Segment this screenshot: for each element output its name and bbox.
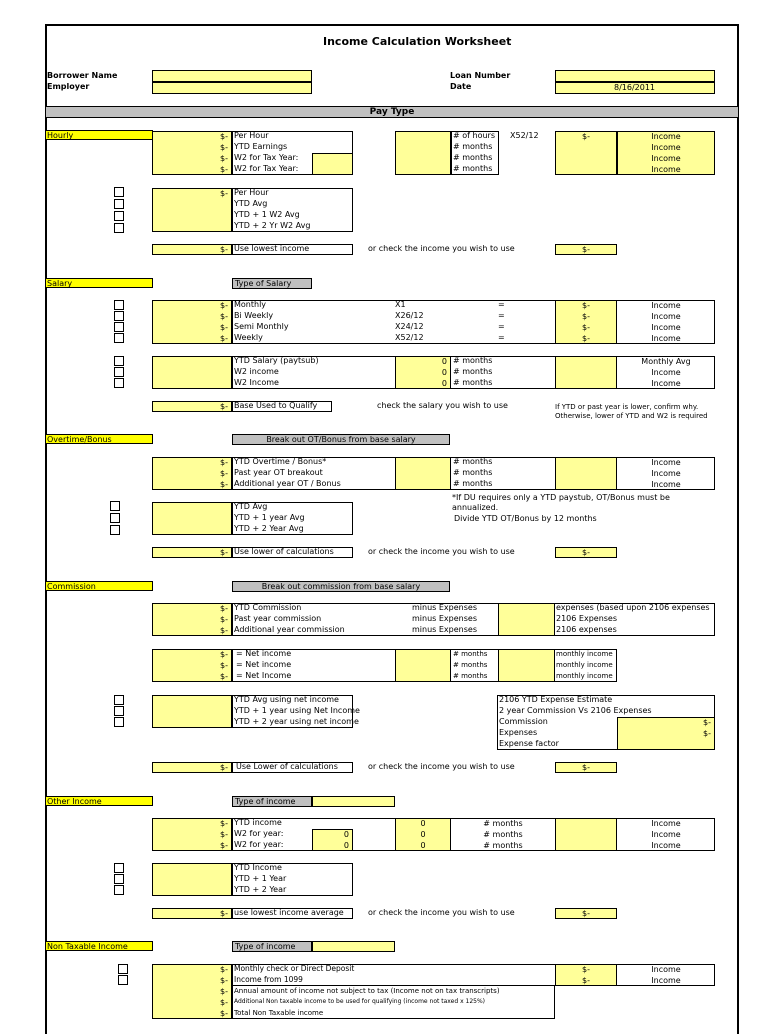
multiplier-x52-12: X52/12 xyxy=(510,131,539,140)
dollar-cell: $- xyxy=(220,661,228,670)
monthly-income-label: monthly income xyxy=(556,661,613,669)
monthly-income-label: monthly income xyxy=(556,672,613,680)
label-income-1099: Income from 1099 xyxy=(234,975,303,984)
employer-field[interactable] xyxy=(152,82,312,94)
checkbox[interactable] xyxy=(114,874,124,884)
dollar-cell: $- xyxy=(220,402,228,411)
income-label: Income xyxy=(651,480,681,489)
minus-expenses: minus Expenses xyxy=(412,625,477,634)
label-semi-monthly: Semi Monthly xyxy=(234,322,289,331)
salary-avg-fields[interactable] xyxy=(555,356,617,389)
dollar-cell: $- xyxy=(220,323,228,332)
label-months: # months xyxy=(453,672,488,680)
dollar-cell: $- xyxy=(220,626,228,635)
checkbox[interactable] xyxy=(114,863,124,873)
label-bi-weekly: Bi Weekly xyxy=(234,311,274,320)
label-monthly-check: Monthly check or Direct Deposit xyxy=(234,964,355,973)
dollar-cell: $- xyxy=(220,189,228,198)
dollar-cell: $- xyxy=(220,154,228,163)
base-used-label: Base Used to Qualify xyxy=(234,401,318,410)
commission-header: Commission xyxy=(45,581,153,591)
equals: = xyxy=(498,322,505,331)
expense-label-3: 2106 expenses xyxy=(556,625,617,634)
dollar-cell: $- xyxy=(220,334,228,343)
label-w2-for-year: W2 for year: xyxy=(234,840,284,849)
dollar-cell: $- xyxy=(220,469,228,478)
zero-value: 0 xyxy=(420,841,426,850)
dollar-cell: $- xyxy=(220,143,228,152)
use-lowest-label: use lowest income average xyxy=(234,908,344,917)
checkbox[interactable] xyxy=(114,706,124,716)
salary-note-1: If YTD or past year is lower, confirm why. xyxy=(555,403,699,411)
dollar-cell: $- xyxy=(220,480,228,489)
label-ytd-avg: YTD Avg xyxy=(234,502,268,511)
label-past-year-commission: Past year commission xyxy=(234,614,322,623)
dollar-cell: $- xyxy=(220,132,228,141)
label-monthly: Monthly xyxy=(234,300,267,309)
zero-value: 0 xyxy=(343,841,349,850)
label-per-hour: Per Hour xyxy=(234,131,269,140)
non-taxable-type-field[interactable] xyxy=(312,941,395,952)
income-label: Income xyxy=(651,334,681,343)
dollar-cell: $- xyxy=(220,763,228,772)
label-2-year-vs-2106: 2 year Commission Vs 2106 Expenses xyxy=(499,706,652,715)
label-months: # months xyxy=(453,457,493,466)
hours-months-fields[interactable] xyxy=(395,131,451,175)
pay-type-label: Pay Type xyxy=(369,107,415,117)
label-ytd-2-year-avg: YTD + 2 Year Avg xyxy=(234,524,304,533)
label-months: # months xyxy=(483,841,523,850)
ot-breakout-label: Break out OT/Bonus from base salary xyxy=(232,434,450,445)
dollar-cell: $- xyxy=(582,763,590,772)
checkbox[interactable] xyxy=(114,356,124,366)
label-additional-non-taxable: Additional Non taxable income to be used for qualifying (income not taxed x 125%) xyxy=(234,998,486,1005)
label-months: # months xyxy=(453,367,493,376)
use-lower-label: Use Lower of calculations xyxy=(236,762,338,771)
dollar-cell: $- xyxy=(220,548,228,557)
checkbox[interactable] xyxy=(114,367,124,377)
use-lowest-label: Use lowest income xyxy=(234,244,310,253)
dollar-cell: $- xyxy=(220,615,228,624)
label-hours: # of hours xyxy=(453,131,495,140)
income-label: Income xyxy=(651,469,681,478)
expense-label-1: expenses (based upon 2106 expenses xyxy=(556,603,710,612)
income-label: Income xyxy=(651,819,681,828)
date-field[interactable] xyxy=(555,82,715,94)
label-commission: Commission xyxy=(499,717,548,726)
label-w2-income: W2 Income xyxy=(234,378,279,387)
label-months: # months xyxy=(453,650,488,658)
pay-type-bar xyxy=(45,106,739,118)
employer-label: Employer xyxy=(47,82,90,91)
mult-x52-12: X52/12 xyxy=(395,333,424,342)
label-w2-tax-year: W2 for Tax Year: xyxy=(234,164,299,173)
dollar-cell: $- xyxy=(582,312,590,321)
checkbox[interactable] xyxy=(114,885,124,895)
label-ytd-2-year: YTD + 2 Year xyxy=(234,885,287,894)
dollar-cell: $- xyxy=(220,245,228,254)
label-additional-commission: Additional year commission xyxy=(234,625,345,634)
commission-breakout-label: Break out commission from base salary xyxy=(232,581,450,592)
dollar-cell: $- xyxy=(220,986,228,996)
dollar-cell: $- xyxy=(220,301,228,310)
monthly-income-fields[interactable] xyxy=(498,649,555,682)
label-expenses: Expenses xyxy=(499,728,538,737)
zero-value: 0 xyxy=(343,830,349,839)
income-label: Income xyxy=(651,841,681,850)
label-ytd-income: YTD Income xyxy=(234,863,282,872)
type-of-salary-label: Type of Salary xyxy=(232,278,312,289)
other-result-fields[interactable] xyxy=(555,818,617,851)
dollar-cell: $- xyxy=(220,650,228,659)
equals: = xyxy=(498,300,505,309)
mult-x24-12: X24/12 xyxy=(395,322,424,331)
label-ytd-1-w2-avg: YTD + 1 W2 Avg xyxy=(234,210,300,219)
dollar-cell: $- xyxy=(220,672,228,681)
net-months-fields[interactable] xyxy=(395,649,451,682)
loan-number-label: Loan Number xyxy=(450,71,511,80)
income-label: Income xyxy=(651,165,681,174)
or-check-label: or check the income you wish to use xyxy=(368,908,515,917)
label-ytd-1-year-avg: YTD + 1 year Avg xyxy=(234,513,305,522)
label-annual-not-taxed: Annual amount of income not subject to tax (Income not on tax transcripts) xyxy=(234,987,500,995)
label-expense-factor: Expense factor xyxy=(499,739,559,748)
dollar-cell: $- xyxy=(582,964,590,974)
monthly-avg-label: Monthly Avg xyxy=(641,357,691,366)
ot-note-3: Divide YTD OT/Bonus by 12 months xyxy=(454,514,597,523)
type-of-income-field[interactable] xyxy=(312,796,395,807)
checkbox[interactable] xyxy=(114,322,124,332)
label-ytd-commission: YTD Commission xyxy=(234,603,302,612)
checkbox[interactable] xyxy=(114,695,124,705)
dollar-cell: $- xyxy=(220,975,228,985)
checkbox[interactable] xyxy=(114,717,124,727)
checkbox[interactable] xyxy=(110,501,120,511)
commission-avg-fields[interactable] xyxy=(152,695,232,728)
label-past-year-ot: Past year OT breakout xyxy=(234,468,323,477)
label-months: # months xyxy=(453,479,493,488)
label-w2-income: W2 income xyxy=(234,367,279,376)
income-label: Income xyxy=(651,975,681,985)
label-ytd-avg: YTD Avg xyxy=(234,199,268,208)
expense-fields[interactable] xyxy=(498,603,555,636)
income-label: Income xyxy=(651,964,681,974)
label-ytd-2-w2-avg: YTD + 2 Yr W2 Avg xyxy=(234,221,311,230)
zero-value: 0 xyxy=(420,830,426,839)
other-avg-fields[interactable] xyxy=(152,863,232,896)
income-label: Income xyxy=(651,458,681,467)
income-label: Income xyxy=(651,143,681,152)
label-ytd-avg-net: YTD Avg using net income xyxy=(234,695,339,704)
label-months: # months xyxy=(453,153,493,162)
borrower-label: Borrower Name xyxy=(47,71,118,80)
label-w2-for-year: W2 for year: xyxy=(234,829,284,838)
label-2106-ytd-estimate: 2106 YTD Expense Estimate xyxy=(499,695,613,704)
dollar-cell: $- xyxy=(220,165,228,174)
label-months: # months xyxy=(483,819,523,828)
dollar-cell: $- xyxy=(582,323,590,332)
label-ytd-income: YTD income xyxy=(234,818,282,827)
label-total-non-taxable: Total Non Taxable income xyxy=(234,1009,324,1017)
date-value: 8/16/2011 xyxy=(614,83,656,92)
label-weekly: Weekly xyxy=(234,333,263,342)
ot-note-2: annualized. xyxy=(452,503,499,512)
dollar-cell: $- xyxy=(220,830,228,839)
date-label: Date xyxy=(450,82,472,91)
monthly-income-label: monthly income xyxy=(556,650,613,658)
label-months: # months xyxy=(453,142,493,151)
income-label: Income xyxy=(651,154,681,163)
checkbox[interactable] xyxy=(114,300,124,310)
label-months: # months xyxy=(453,356,493,365)
income-label: Income xyxy=(651,301,681,310)
other-income-header: Other Income xyxy=(45,796,153,806)
salary-note-2: Otherwise, lower of YTD and W2 is required xyxy=(555,412,708,420)
label-months: # months xyxy=(453,378,493,387)
checkbox[interactable] xyxy=(114,199,124,209)
dollar-cell: $- xyxy=(220,997,228,1007)
borrower-name-field[interactable] xyxy=(152,70,312,82)
dollar-cell: $- xyxy=(582,334,590,343)
label-w2-tax-year: W2 for Tax Year: xyxy=(234,153,299,162)
or-check-label: or check the income you wish to use xyxy=(368,547,515,556)
checkbox[interactable] xyxy=(118,975,128,985)
salary-header: Salary xyxy=(45,278,153,288)
label-net-income: = Net income xyxy=(236,649,292,658)
use-lower-label: Use lower of calculations xyxy=(234,547,334,556)
zero-value: 0 xyxy=(441,368,447,377)
zero-value: 0 xyxy=(441,379,447,388)
checkbox[interactable] xyxy=(114,211,124,221)
dollar-cell: $- xyxy=(220,312,228,321)
dollar-cell: $- xyxy=(220,909,228,918)
checkbox[interactable] xyxy=(114,311,124,321)
label-ytd-1-year: YTD + 1 Year xyxy=(234,874,287,883)
income-label: Income xyxy=(651,323,681,332)
label-months: # months xyxy=(453,661,488,669)
mult-x1: X1 xyxy=(395,300,406,309)
label-ytd-2-net: YTD + 2 year using net income xyxy=(234,717,359,726)
checkbox[interactable] xyxy=(114,187,124,197)
non-taxable-header: Non Taxable Income xyxy=(45,941,153,951)
ot-avg-fields[interactable] xyxy=(152,502,232,535)
dollar-cell: $- xyxy=(582,548,590,557)
check-salary-label: check the salary you wish to use xyxy=(377,401,508,410)
checkbox[interactable] xyxy=(110,513,120,523)
worksheet-frame xyxy=(45,24,739,1034)
zero-value: 0 xyxy=(420,819,426,828)
label-additional-ot: Additional year OT / Bonus xyxy=(234,479,341,488)
income-label: Income xyxy=(651,312,681,321)
label-months: # months xyxy=(453,468,493,477)
dollar-cell: $- xyxy=(220,819,228,828)
checkbox[interactable] xyxy=(114,333,124,343)
label-ytd-1-net: YTD + 1 year using Net Income xyxy=(234,706,360,715)
dollar-cell: $- xyxy=(703,729,711,738)
dollar-cell: $- xyxy=(220,964,228,974)
equals: = xyxy=(498,311,505,320)
equals: = xyxy=(498,333,505,342)
income-label: Income xyxy=(651,368,681,377)
income-label: Income xyxy=(651,830,681,839)
label-ytd-earnings: YTD Earnings xyxy=(234,142,288,151)
dollar-cell: $- xyxy=(220,604,228,613)
type-of-income-label: Type of income xyxy=(232,941,312,952)
loan-number-field[interactable] xyxy=(555,70,715,82)
or-check-label: or check the income you wish to use xyxy=(368,244,515,253)
mult-x26-12: X26/12 xyxy=(395,311,424,320)
dollar-cell: $- xyxy=(220,1008,228,1018)
checkbox[interactable] xyxy=(118,964,128,974)
ot-result-fields[interactable] xyxy=(555,457,617,490)
income-label: Income xyxy=(651,379,681,388)
type-of-income-label: Type of income xyxy=(232,796,312,807)
income-label: Income xyxy=(651,132,681,141)
checkbox[interactable] xyxy=(114,223,124,233)
checkbox[interactable] xyxy=(110,525,120,535)
dollar-cell: $- xyxy=(582,975,590,985)
expense-label-2: 2106 Expenses xyxy=(556,614,618,623)
salary-ytd-fields[interactable] xyxy=(152,356,232,389)
ot-months-fields[interactable] xyxy=(395,457,451,490)
dollar-cell: $- xyxy=(220,458,228,467)
minus-expenses: minus Expenses xyxy=(412,614,477,623)
dollar-cell: $- xyxy=(582,132,590,141)
dollar-cell: $- xyxy=(582,909,590,918)
minus-expenses: minus Expenses xyxy=(412,603,477,612)
dollar-cell: $- xyxy=(220,841,228,850)
label-ytd-salary: YTD Salary (paytsub) xyxy=(234,356,319,365)
overtime-header: Overtime/Bonus xyxy=(45,434,153,444)
label-ytd-ot: YTD Overtime / Bonus* xyxy=(234,457,327,466)
label-months: # months xyxy=(483,830,523,839)
zero-value: 0 xyxy=(441,357,447,366)
dollar-cell: $- xyxy=(582,301,590,310)
ot-note-1: *If DU requires only a YTD paystub, OT/Bonus must be xyxy=(452,493,670,502)
page-title: Income Calculation Worksheet xyxy=(323,35,512,48)
tax-year-fields[interactable] xyxy=(312,153,353,175)
hourly-header: Hourly xyxy=(45,130,153,140)
label-months: # months xyxy=(453,164,493,173)
label-net-income: = Net Income xyxy=(236,671,292,680)
or-check-label: or check the income you wish to use xyxy=(368,762,515,771)
dollar-cell: $- xyxy=(703,718,711,727)
label-per-hour: Per Hour xyxy=(234,188,269,197)
dollar-cell: $- xyxy=(582,245,590,254)
checkbox[interactable] xyxy=(114,378,124,388)
label-net-income: = Net income xyxy=(236,660,292,669)
